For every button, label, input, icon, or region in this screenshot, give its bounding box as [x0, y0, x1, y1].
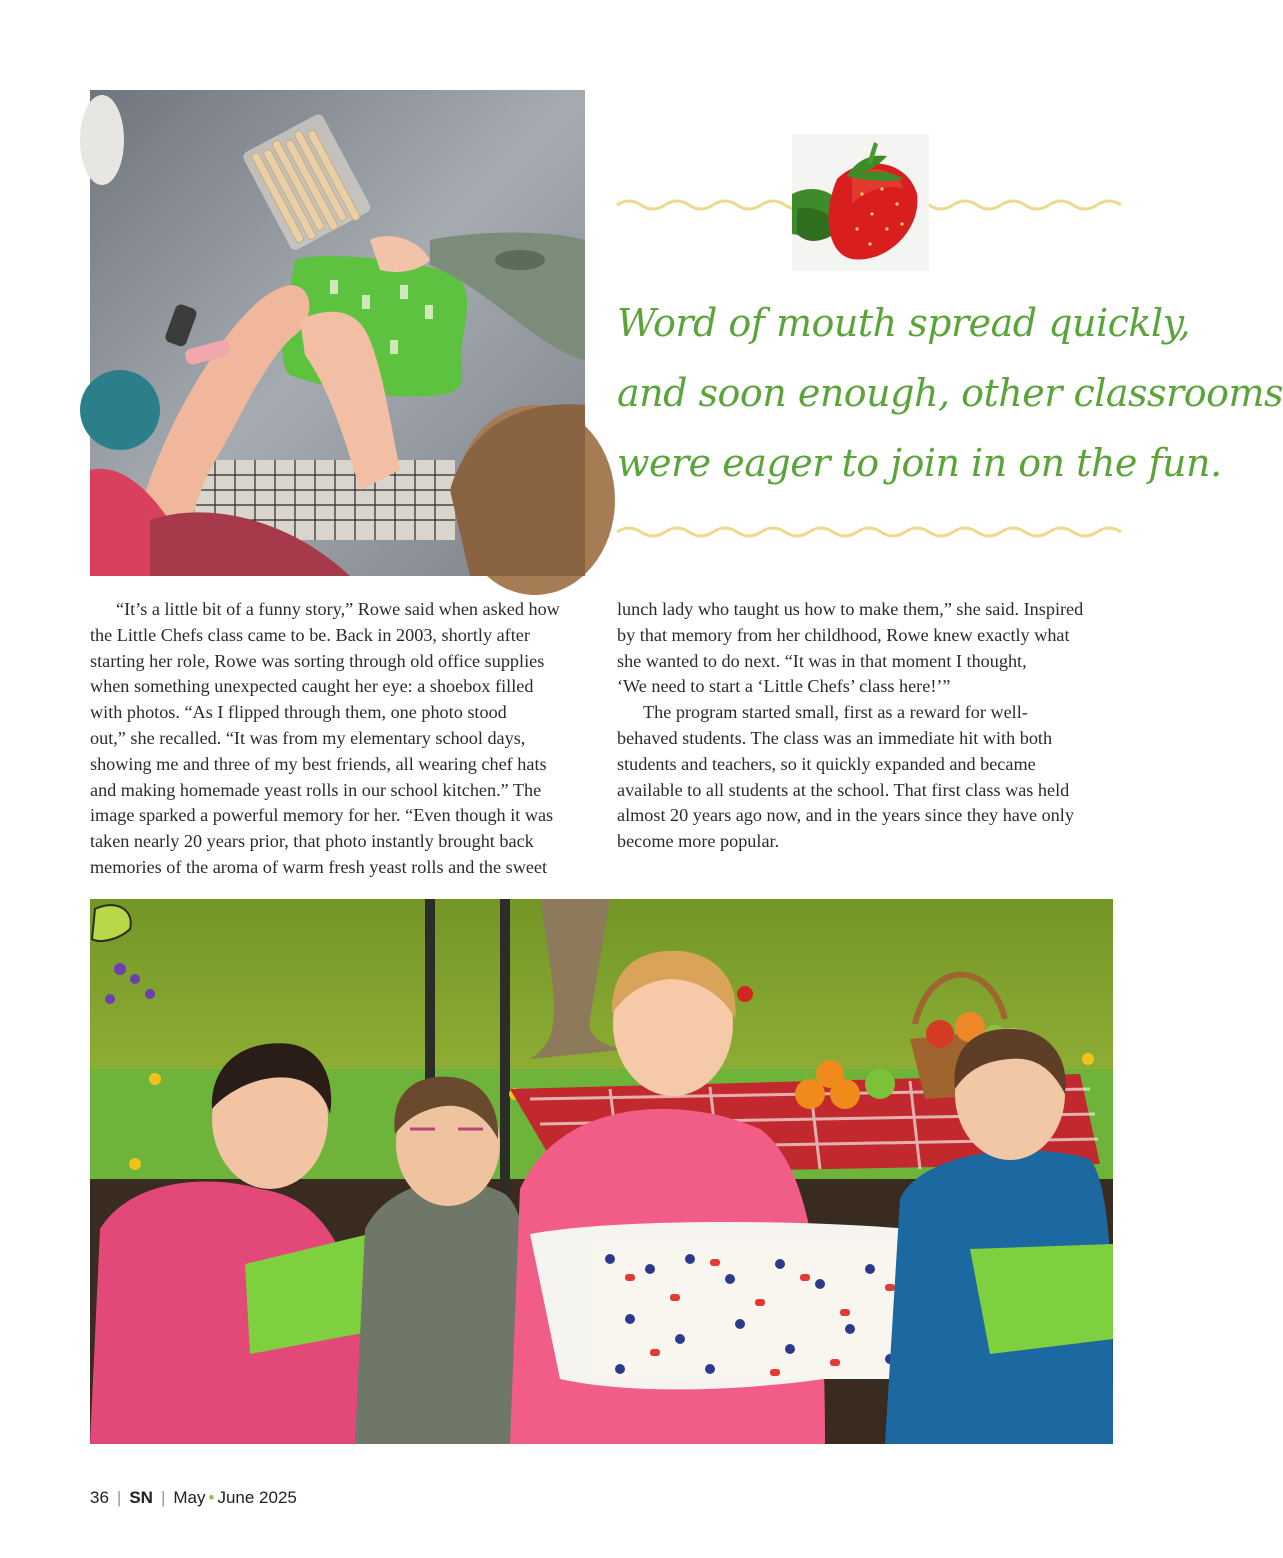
text-line: students and teachers, so it quickly expanded and became — [617, 753, 1036, 774]
text-line: by that memory from her childhood, Rowe knew exactly what — [617, 624, 1070, 645]
article-paragraph — [617, 597, 1115, 700]
text-line: become more popular. — [617, 831, 780, 852]
bottom-photo — [90, 899, 1113, 1444]
pull-quote-line: Word of mouth spread quickly, — [617, 301, 1191, 345]
text-line: the Little Chefs class came to be. Back in 2003, shortly after — [90, 624, 530, 645]
page-footer — [90, 1488, 297, 1508]
text-line: available to all students at the school. That first class was held — [617, 779, 1070, 800]
text-line: almost 20 years ago now, and in the years since they have only — [617, 805, 1074, 826]
text-line: memories of the aroma of warm fresh yeast rolls and the sweet — [90, 856, 548, 877]
text-line: she wanted to do next. “It was in that moment I thought, — [617, 650, 1027, 671]
footer-separator: | — [116, 1488, 122, 1507]
text-line: behaved students. The class was an immediate hit with both — [617, 727, 1053, 748]
pull-quote — [617, 288, 1283, 498]
issue-month-start: May — [173, 1488, 206, 1507]
text-line: “It’s a little bit of a funny story,” Rowe said when asked how — [116, 599, 560, 619]
text-line: showing me and three of my best friends, all wearing chef hats — [90, 753, 547, 774]
top-photo — [90, 90, 585, 576]
text-line: taken nearly 20 years prior, that photo instantly brought back — [90, 831, 534, 852]
issue-month-end: June 2025 — [217, 1488, 297, 1507]
decorative-wave-bottom — [617, 523, 1113, 541]
text-line: The program started small, first as a reward for well- — [643, 702, 1028, 723]
text-line: out,” she recalled. “It was from my elementary school days, — [90, 727, 526, 748]
text-line: image sparked a powerful memory for her. “Even though it was — [90, 805, 554, 826]
bullet-icon: • — [208, 1488, 215, 1507]
text-line: starting her role, Rowe was sorting through old office supplies — [90, 650, 545, 671]
footer-separator: | — [160, 1488, 166, 1507]
text-line: ‘We need to start a ‘Little Chefs’ class here!’” — [617, 676, 951, 697]
strawberry-icon — [792, 134, 929, 271]
article-paragraph — [90, 597, 588, 881]
page-number: 36 — [90, 1488, 109, 1507]
article-paragraph — [617, 700, 1115, 855]
text-line: with photos. “As I flipped through them, one photo stood — [90, 702, 507, 723]
publication-name: SN — [129, 1488, 153, 1507]
text-line: and making homemade yeast rolls in our school kitchen.” The — [90, 779, 542, 800]
pull-quote-line: were eager to join in on the fun. — [617, 441, 1222, 485]
article-column-left — [90, 597, 588, 881]
article-column-right — [617, 597, 1115, 855]
pull-quote-line: and soon enough, other classrooms — [617, 371, 1283, 415]
text-line: lunch lady who taught us how to make them,” she said. Inspired — [617, 599, 1084, 619]
text-line: when something unexpected caught her eye: a shoebox filled — [90, 676, 534, 697]
